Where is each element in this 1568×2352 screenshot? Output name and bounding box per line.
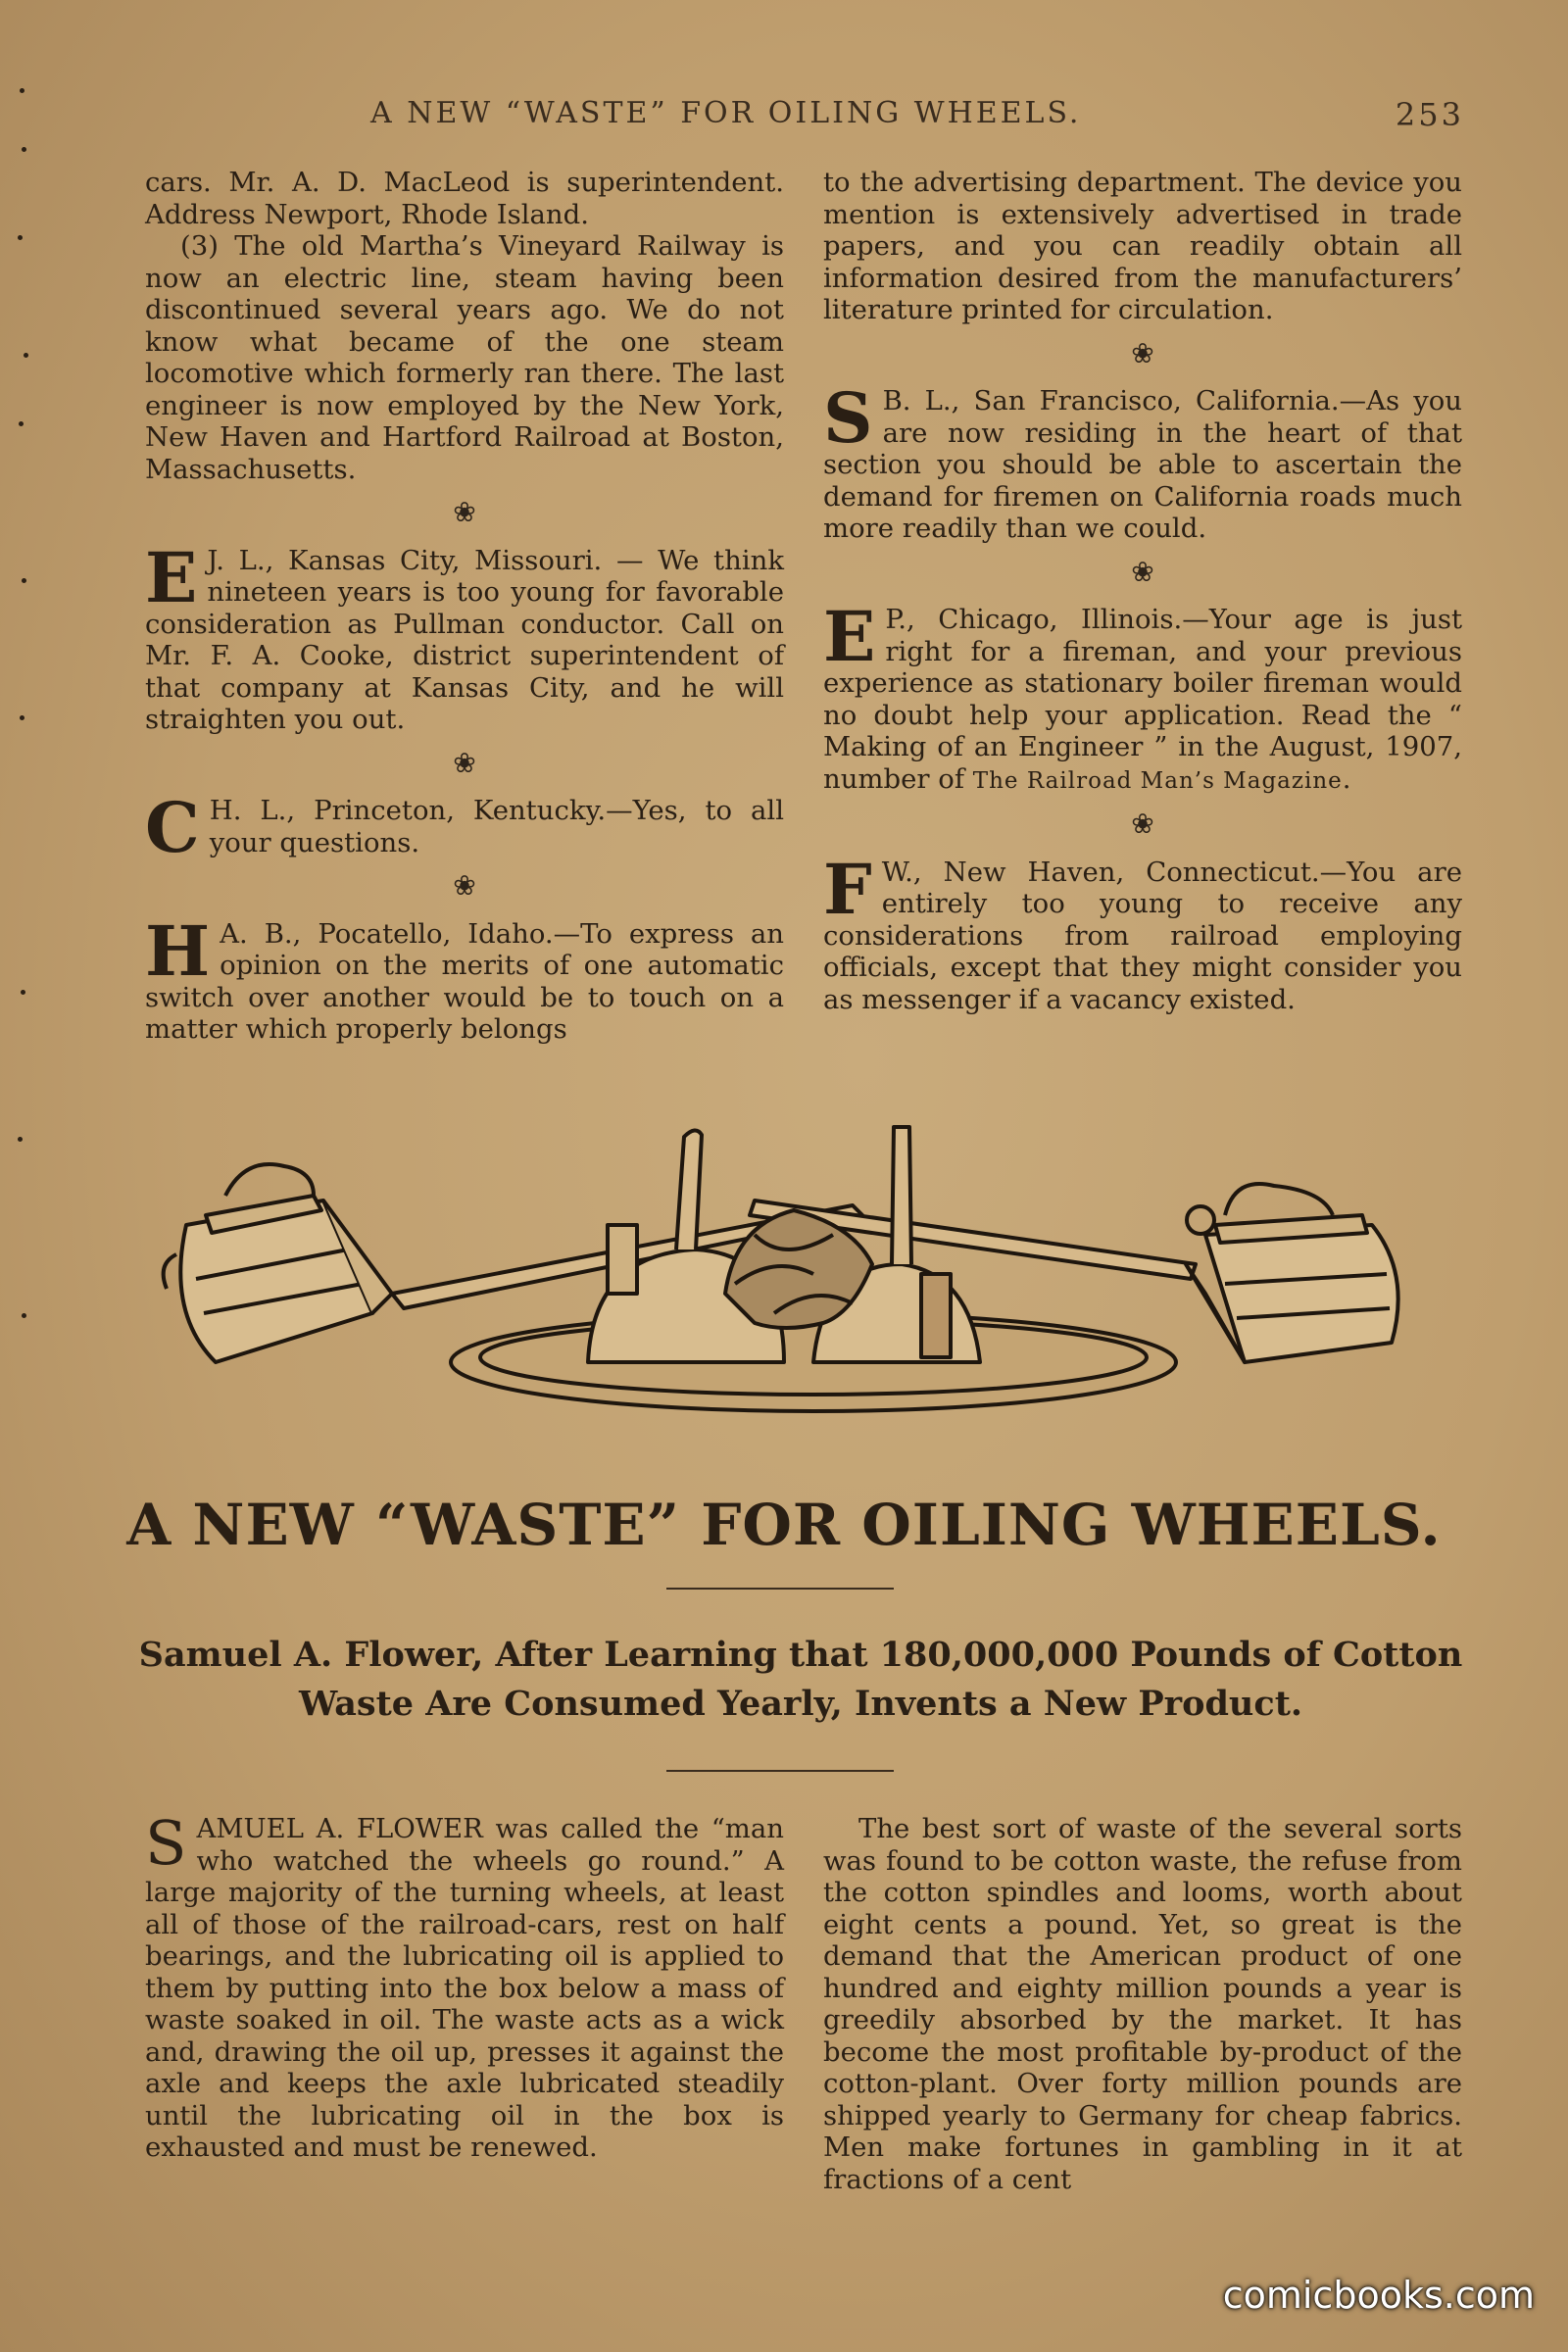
entry-text: B. L., San Francisco, California.—As you are now residing in the heart of that section you should be able to ascertain the demand for firemen on California roads much more readily than we could. bbox=[823, 385, 1462, 544]
drop-cap: H bbox=[145, 909, 211, 992]
paragraph: (3) The old Martha’s Vineyard Railway is now an electric line, steam having been discontinued several years ago. We do not know what became of the one steam locomotive which formerly ran there. The last engineer is now employed by the New York, New Haven and Hartford Railroad at Boston, Massachusetts. bbox=[145, 230, 784, 485]
entry-text: W., New Haven, Connecticut.—You are entirely too young to receive any considerations from railroad employing officials, except that they might consider you as messenger if a vacancy existed. bbox=[823, 856, 1462, 1015]
ornament-icon: ❀ bbox=[453, 746, 476, 779]
rule-divider bbox=[666, 1770, 894, 1772]
article-subheadline: Samuel A. Flower, After Learning that 180,000,000 Pounds of Cotton Waste Are Consumed Yearly, Invents a New Product. bbox=[138, 1635, 1463, 1724]
site-watermark: comicbooks.com bbox=[1222, 2274, 1535, 2317]
answer-entry bbox=[823, 848, 1462, 1016]
entry-text: H. L., Princeton, Kentucky.—Yes, to all your questions. bbox=[209, 795, 784, 858]
magazine-name: The Railroad Man’s Magazine bbox=[972, 767, 1343, 794]
entry-text: J. L., Kansas City, Missouri. — We think nineteen years is too young for favorable consideration as Pullman conductor. Call on Mr. F. A. Cooke, district superintendent of that company at Kansas City, and he will straighten you out. bbox=[145, 544, 784, 735]
ornament-icon: ❀ bbox=[453, 869, 476, 902]
answer-entry bbox=[823, 377, 1462, 545]
article-left-column bbox=[145, 1807, 784, 2164]
entry-text: P., Chicago, Illinois.—Your age is just right for a fireman, and your previous experience as stationary boiler fireman would no doubt help your application. Read the “ Making of an Engineer ” in the August, 1907, number of bbox=[823, 604, 1462, 795]
oil-cans-illustration bbox=[147, 1117, 1460, 1450]
page-number: 253 bbox=[1395, 96, 1464, 133]
drop-cap: F bbox=[823, 848, 872, 930]
article-text: AMUEL A. FLOWER was called the “man who watched the wheels go round.” A large majority of the turning wheels, at least all of those of the railroad-cars, rest on half bearings, and the lubricating oil is applied to them by putting into the box below a mass of waste soaked in oil. The waste acts as a wick and, drawing the oil up, presses it against the axle and keeps the axle lubricated steadily until the lubricating oil in the box is exhausted and must be renewed. bbox=[145, 1813, 784, 2163]
drop-cap: S bbox=[823, 377, 873, 459]
answer-entry bbox=[145, 787, 784, 868]
article-right-column bbox=[823, 1813, 1462, 2195]
paragraph: cars. Mr. A. D. MacLeod is superintendent. Address Newport, Rhode Island. bbox=[145, 167, 784, 230]
drop-cap: C bbox=[145, 787, 200, 868]
answer-entry bbox=[823, 596, 1462, 797]
answer-entry bbox=[145, 909, 784, 1046]
ornament-icon: ❀ bbox=[453, 496, 476, 528]
ornament-icon: ❀ bbox=[1131, 336, 1154, 369]
ornament-icon: ❀ bbox=[1131, 555, 1154, 588]
answer-entry bbox=[145, 536, 784, 736]
drop-cap: S bbox=[145, 1807, 187, 1879]
running-head bbox=[145, 94, 1464, 137]
rule-divider bbox=[666, 1588, 894, 1590]
running-head-title: A NEW “WASTE” FOR OILING WHEELS. bbox=[370, 96, 1082, 130]
entry-end: . bbox=[1342, 762, 1351, 795]
ornament-icon: ❀ bbox=[1131, 808, 1154, 840]
article-text: The best sort of waste of the several sorts was found to be cotton waste, the refuse from the cotton spindles and looms, worth about eight cents a pound. Yet, so great is the demand that the American product of one hundred and eighty million pounds a year is greedily absorbed by the market. It has become the most profitable by-product of the cotton-plant. Over forty million pounds are shipped yearly to Germany for cheap fabrics. Men make fortunes in gambling in it at fractions of a cent bbox=[823, 1813, 1462, 2195]
drop-cap: E bbox=[823, 596, 876, 677]
top-right-column bbox=[823, 167, 1462, 1015]
top-left-column bbox=[145, 167, 784, 1046]
entry-text: A. B., Pocatello, Idaho.—To express an opinion on the merits of one automatic switch over another would be to touch on a matter which properly belongs bbox=[145, 917, 784, 1045]
paragraph: to the advertising department. The device you mention is extensively advertised in trade papers, and you can readily obtain all information desired from the manufacturers’ literature printed for circulation. bbox=[823, 167, 1462, 325]
article-headline: A NEW “WASTE” FOR OILING WHEELS. bbox=[126, 1492, 1442, 1558]
drop-cap: E bbox=[145, 536, 198, 618]
